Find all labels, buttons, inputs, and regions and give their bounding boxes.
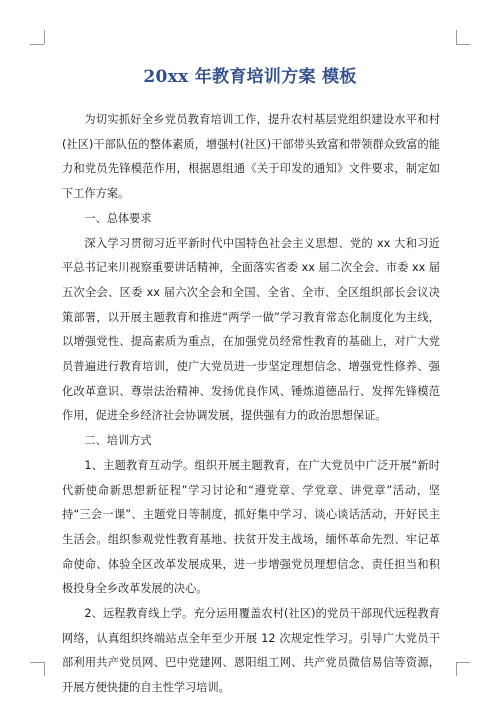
crop-mark-top-right (456, 44, 470, 45)
crop-mark-top-left-vertical (44, 30, 45, 44)
title-year: 20xx (143, 67, 189, 87)
intro-paragraph: 为切实抓好全乡党员教育培训工作，提升农村基层党组织建设水平和村(社区)干部队伍的整体素质，增强村(社区)干部带头致富和带领群众致富的能力和党员先锋模范作用，根据恩组通《关于印发的通知》文件要求，制定如下工作方案。 (62, 113, 440, 201)
document-body (62, 108, 440, 701)
section-heading-training-methods: 二、培训方式 (84, 434, 152, 448)
crop-mark-bottom-left (30, 662, 44, 663)
training-item-2: 2、远程教育线上学。充分运用覆盖农村(社区)的党员干部现代远程教育网络，认真组织终端站点全年至少开展 12 次规定性学习。引导广大党员干部利用共产党员网、巴中党建网、恩阳组工网、共产党员微信易信等资源，开展方便快捷的自主性学习培训。 (62, 607, 440, 695)
crop-mark-bottom-right-vertical (456, 662, 457, 676)
crop-mark-top-left (30, 44, 44, 45)
title-text: 年教育培训方案 模板 (188, 67, 357, 87)
section1-paragraph: 深入学习贯彻习近平新时代中国特色社会主义思想、党的 xx 大和习近平总书记来川视察重要讲话精神，全面落实省委 xx 届二次全会、市委 xx 届五次全会、区委 xx 届六次全会和全国、全省、全市、全区组织部长会议决策部署，以开展主题教育和推进“两学一做”学习教育常态化制度化为主线，以增强党性、提高素质为重点，在加强党员经常性教育的基础上，对广大党员普遍进行教育培训，使广大党员进一步坚定理想信念、增强党性修养、强化改革意识、尊崇法治精神、发扬优良作风、锤炼道德品行、发挥先锋模范作用，促进全乡经济社会协调发展，提供强有力的政治思想保证。 (62, 236, 440, 423)
crop-mark-bottom-left-vertical (44, 662, 45, 676)
training-item-1: 1、主题教育互动学。组织开展主题教育，在广大党员中广泛开展“新时代新使命新思想新征程”学习讨论和“遵党章、学党章、讲党章”活动，坚持“三会一课”、主题党日等制度，抓好集中学习、谈心谈话活动，开好民主生活会。组织参观党性教育基地、扶贫开发主战场，缅怀革命先烈、牢记革命使命、体验全区改革发展成果，进一步增强党员理想信念、责任担当和积极投身全乡改革发展的决心。 (62, 458, 440, 596)
section-heading-overall-requirements: 一、总体要求 (84, 211, 152, 225)
crop-mark-bottom-right (456, 662, 470, 663)
crop-mark-top-right-vertical (456, 30, 457, 44)
document-title (0, 62, 500, 87)
